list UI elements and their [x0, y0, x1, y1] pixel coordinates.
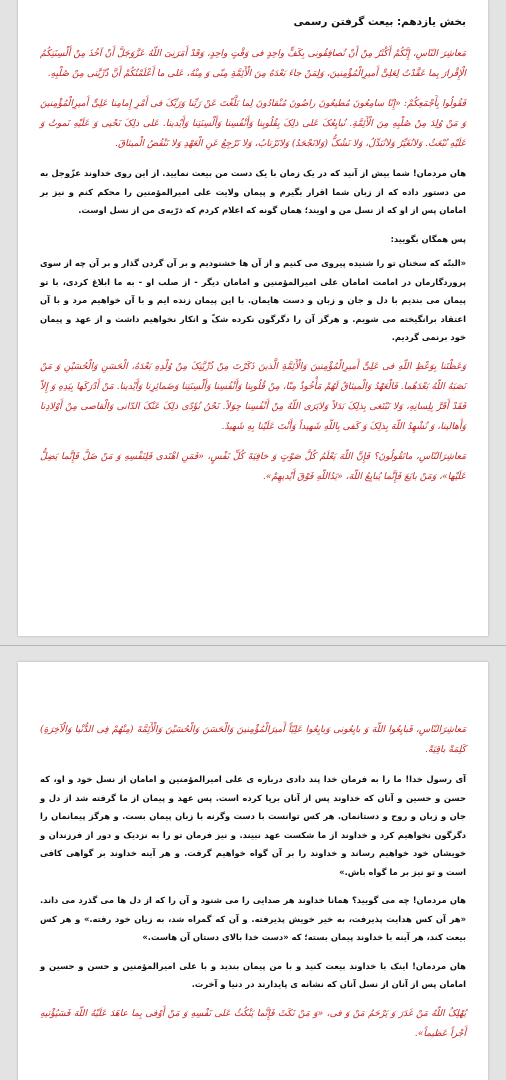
- arabic-paragraph: مَعاشِرَالنّاسِ، ماتَقُولُونَ؟ فَإِنَّ اللّهَ یَعْلَمُ کُلَّ صَوْتٍ وَ خافِیَةَ کُلِّ نَفْسٍ، «فَمَنِ اهْتَدی فَلِنَفْسِهِ وَ مَنْ ضَلَّ فَإِنَّما یَضِلُّ عَلَیْها»، وَمَنْ بایَعَ فَإِنَّما یُبایِعُ اللّهَ، «یَدُاللّهِ فَوْقَ أَیْدیهِمْ».: [40, 450, 466, 482]
- page-divider: [0, 645, 506, 646]
- arabic-paragraph: فَقُولُوا بِأَجْمَعِکُمْ: «إِنّا سامِعُونَ مُطیعُونَ راضُونَ مُنْقادُونَ لِما بَلَّغْتَ عَنْ رَبِّنا وَرَبِّکَ فی أَمْرِ إِمامِنا عَلِیٍّ أَمیرِالْمُؤْمِنینَ وَ مَنْ وُلِدَ مِنْ صُلْبِهِ مِنَ الْأَئِمَّةِ. نُبایِعُکَ عَلی ذلِکَ بِقُلُوبِنا وَأَنْفُسِنا وَأَلْسِنَتِنا وَأَیْدینا. عَلی ذلِکَ نَحْیی وَ عَلَیْهِ نَموتُ وَ عَلَیْهِ نُبْعَثُ. وَلانُغَیِّرُ وَلانُبَدِّلُ، وَلا نَشُکُّ (وَلانَجْحَدُ) وَلانَرْتابُ، وَلا نَرْجِعُ عَنِ الْعَهْدِ وَلا نَنْقُضُ الْمیثاقَ.: [40, 98, 466, 149]
- persian-paragraph: هان مردمان! اینک با خداوند بیعت کنید و با من پیمان بندید و با علی امیرالمؤمنین و حسن و حسین و امامان پس از آنان از نسل آنان که نشانه ی پایدارند در دنیا و آخرت.: [40, 960, 466, 989]
- arabic-paragraph: مَعاشِرَالنّاسِ، فَبایِعُوا اللّهَ وَ بایِعُونی وَبایِعُوا عَلِیّاً أَمیرَالْمُؤْمِنینَ وَالْحَسَنَ وَالْحُسَیْنَ وَالْأَئِمَّةَ (مِنْهُمْ فِی الدُّنْیا وَالْآخِرَةِ) کَلِمَةً باقِیَةً.: [40, 724, 466, 755]
- arabic-paragraph: مَعاشِرَ النّاسِ، إِنَّکُمْ أَکْثَرُ مِنْ أَنْ تُصافِقُونی بِکَفٍّ واحِدٍ فی وَقْتٍ واحِدٍ، وَقَدْ أَمَرَنِیَ اللّهُ عَزَّوَجَلَّ أَنْ آخُذَ مِنْ أَلْسِنَتِکُمُ الْإِقْرارَ بِما عَقَّدْتُ لِعَلِیٍّ أَمیرِالْمُؤْمِنینَ، وَلِمَنْ جاءَ بَعْدَهُ مِنَ الْأَئِمَّةِ مِنّی وَ مِنْهُ، عَلی ما أَعْلَمْتُکُمْ أَنَّ ذُرِّیَّتی مِنْ صُلْبِهِ.: [40, 48, 466, 79]
- section-title: بخش یازدهم: بیعت گرفتن رسمی: [293, 16, 466, 28]
- persian-subheading: پس همگان بگویید:: [390, 233, 466, 244]
- arabic-paragraph: یُهْلِکُ اللّهُ مَنْ غَدَرَ وَ یَرْحَمُ مَنْ وَ فی، «وَ مَنْ نَکَثَ فَإِنَّما یَنْکُثُ عَلی نَفْسِهِ وَ مَنْ أَوْفی بِما عاهَدَ عَلَیْهُ اللّهَ فَسَیُؤْتیهِ أَجْراً عَظیماً».: [40, 1007, 466, 1039]
- document-page-1: [18, 0, 488, 636]
- document-page-2: [18, 662, 488, 1080]
- persian-paragraph: هان مردمان! چه می گویید؟ همانا خداوند هر صدایی را می شنود و آن را که از دل ها می گذرد می داند. «هر آن کس هدایت پذیرفت، به خیر خویش پذیرفته. و آن که گمراه شد، به زیان خود رفته.» و هر کس بیعت کند، هر آینه با خداوند پیمان بسته؛ که «دست خدا بالای دستان آن هاست.»: [40, 895, 466, 942]
- persian-paragraph: آی رسول خدا! ما را به فرمان خدا پند دادی درباره ی علی امیرالمؤمنین و امامان از نسل خود و او، که حسن و حسین و آنان که خداوند پس از آنان برپا کرده است. پس عهد و پیمان از ما گرفته شد از دل و جان و زبان و روح و دستانمان. هر کس توانست با دست وگرنه با زبان پیمان بست. و هرگز پیمانمان را دگرگون نخواهیم کرد و خداوند از ما شکست عهد نبیند. و نیز فرمان تو را به نزدیک و دور از فرزندان و خویشان خود خواهیم رساند و خداوند را بر آن گواه خواهیم گرفت. و هر آینه خداوند بر گواهی کافی است و تو نیز بر ما گواه باش.»: [40, 774, 466, 877]
- arabic-paragraph: وَعَظْتَنا بِوَعْظِ اللّهِ فی عَلِیٍّ أَمیرِالْمُؤْمِنینَ وَالْأَئِمَّةِ الَّذینَ ذَکَرْتَ مِنْ ذُرِّیَّتِکَ مِنْ وُلْدِهِ بَعْدَهُ، الْحَسَنِ وَالْحُسَیْنِ وَ مَنْ نَصَبَهُ اللّهُ بَعْدَهُما. فَالْعَهْدُ وَالْمیثاقُ لَهُمْ مَأْخُوذٌ مِنّا، مِنْ قُلُوبِنا وَأَنْفُسِنا وَأَلْسِنَتِنا وَضَمائِرِنا وَأَیْدینا. مَنْ أَدْرَکَها بِیَدِهِ وَ إِلاّ فَقَدْ أَقَرَّ بِلِسانِهِ، وَلا نَبْتَغی بِذلِکَ بَدَلاً وَلایَرَی اللّهُ مِنْ أَنْفُسِنا حِوَلاً. نَحْنُ نُؤَدّی ذلِکَ عَنْکَ الدّانی وَالْقاصی مِنْ أَوْلادِنا وَأَهالینا، وَ نُشْهِدُ اللّهَ بِذلِکَ وَ کَفی بِاللّهِ شَهیداً وَأَنْتَ عَلَیْنا بِهِ شَهیدٌ.: [40, 360, 466, 432]
- persian-paragraph: هان مردمان! شما بیش از آنید که در یک زمان با یک دست من بیعت نمایید. از این روی خداوند عزّوجل به من دستور داده که از زبان شما اقرار بگیرم و پیمان ولایت علی امیرالمؤمنین را محکم کنم و نیز بر امامان پس از او که از نسل من و اویند؛ همان گونه که اعلام کردم که ذرّیه‌ی من از نسل اوست.: [40, 168, 466, 215]
- persian-paragraph: «البتّه که سخنان تو را شنیده پیروی می کنیم و از آن ها خشنودیم و بر آن گردن گذار و بر آن چه از سوی پروردگارمان در امامت امامان علی امیرالمؤمنین و امامان دیگر - از صلب او - به ما ابلاغ کردی، با تو پیمان می بندیم با دل و جان و زبان و دست هایمان. با این پیمان زنده ایم و با آن خواهیم مرد و با آن اعتقاد برانگیخته می شویم. و هرگز آن را دگرگون نکرده شکّ و انکار نخواهیم داشت و از عهد و پیمان خود برنمی گردیم.: [40, 258, 466, 342]
